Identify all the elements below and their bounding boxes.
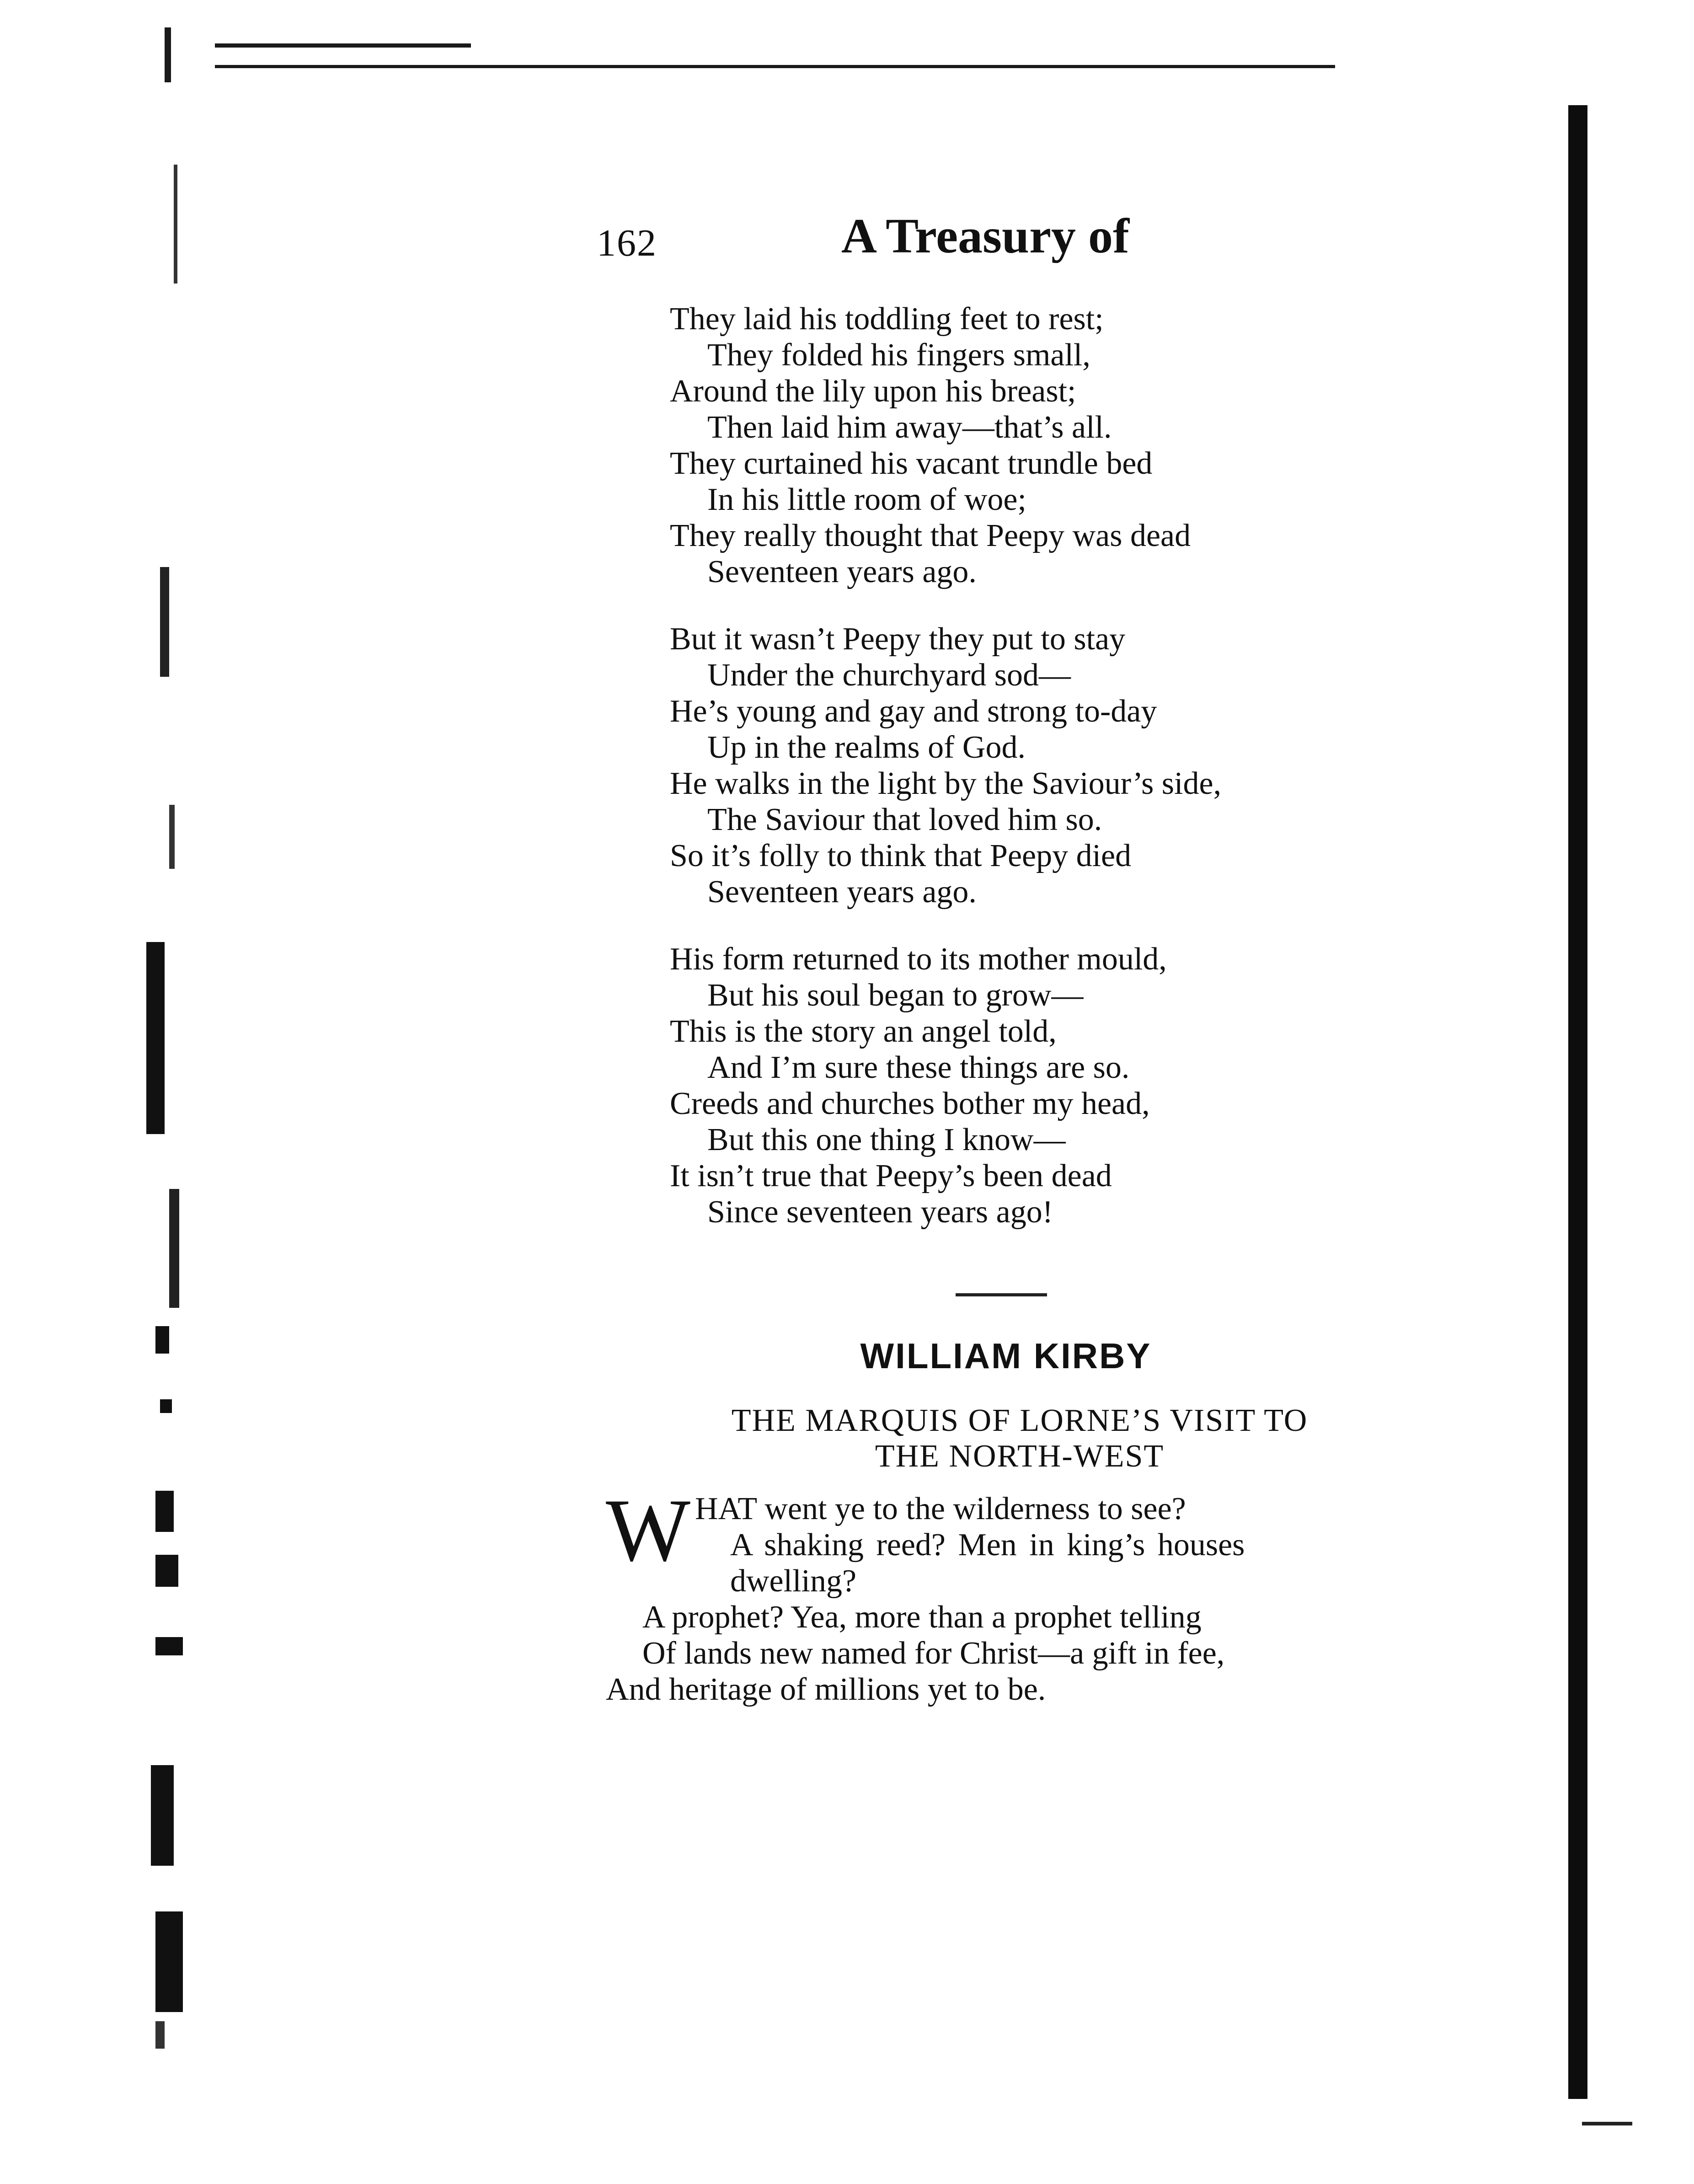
author-heading: WILLIAM KIRBY (860, 1336, 1152, 1376)
running-head (597, 208, 1200, 281)
scan-bottom-mark (1582, 2122, 1632, 2125)
stanza-2 (670, 621, 1401, 910)
poem-line: A shaking reed? Men in king’s houses (730, 1527, 1245, 1563)
poem-line: Under the churchyard sod— (707, 658, 1071, 693)
poem-title-line: THE MARQUIS OF LORNE’S VISIT TO (731, 1403, 1308, 1438)
poem-line: They folded his fingers small, (707, 337, 1090, 373)
poem-line: Then laid him away—that’s all. (707, 410, 1112, 445)
poem-line: And heritage of millions yet to be. (606, 1672, 1046, 1707)
page-number: 162 (597, 222, 657, 264)
poem-line: Creeds and churches bother my head, (670, 1086, 1150, 1121)
poem-line: But it wasn’t Peepy they put to stay (670, 621, 1126, 657)
section-divider (956, 1293, 1047, 1296)
poem-line: HAT went ye to the wilderness to see? (695, 1491, 1186, 1526)
stanza-3 (670, 941, 1401, 1230)
poem-line: He’s young and gay and strong to-day (670, 694, 1157, 729)
poem-line: Seventeen years ago. (707, 554, 977, 589)
poem-line: Seventeen years ago. (707, 874, 977, 910)
poem-line: A prophet? Yea, more than a prophet telling (642, 1600, 1202, 1635)
poem-line: But his soul began to grow— (707, 978, 1084, 1013)
poem-line: Since seventeen years ago! (707, 1194, 1053, 1230)
binding-shadow-bar (1568, 105, 1587, 2099)
poem-line: They curtained his vacant trundle bed (670, 446, 1153, 481)
binding-gutter-artifact (137, 27, 192, 2085)
scan-top-rule (215, 65, 1335, 68)
poem-line: Up in the realms of God. (707, 730, 1026, 765)
poem-title (608, 1403, 1431, 1474)
running-title: A Treasury of (841, 209, 1130, 263)
stanza-1 (670, 301, 1401, 590)
poem-line: His form returned to its mother mould, (670, 942, 1167, 977)
poem-line: He walks in the light by the Saviour’s side, (670, 766, 1222, 801)
poem-line: And I’m sure these things are so. (707, 1050, 1130, 1085)
poem-line: In his little room of woe; (707, 482, 1026, 517)
poem-line: They really thought that Peepy was dead (670, 518, 1191, 553)
poem-line: But this one thing I know— (707, 1122, 1066, 1157)
poem-line: Around the lily upon his breast; (670, 374, 1076, 409)
poem-line: It isn’t true that Peepy’s been dead (670, 1158, 1112, 1194)
poem-line: The Saviour that loved him so. (707, 802, 1102, 837)
scan-edge-mark (215, 43, 471, 48)
poem-line: They laid his toddling feet to rest; (670, 301, 1104, 337)
poem-title-line: THE NORTH-WEST (875, 1439, 1165, 1474)
drop-cap: W (606, 1481, 690, 1580)
poem-line: This is the story an angel told, (670, 1014, 1057, 1049)
poem-line: So it’s folly to think that Peepy died (670, 838, 1132, 873)
poem-line: dwelling? (730, 1563, 857, 1599)
poem-line: Of lands new named for Christ—a gift in fee, (642, 1636, 1225, 1671)
